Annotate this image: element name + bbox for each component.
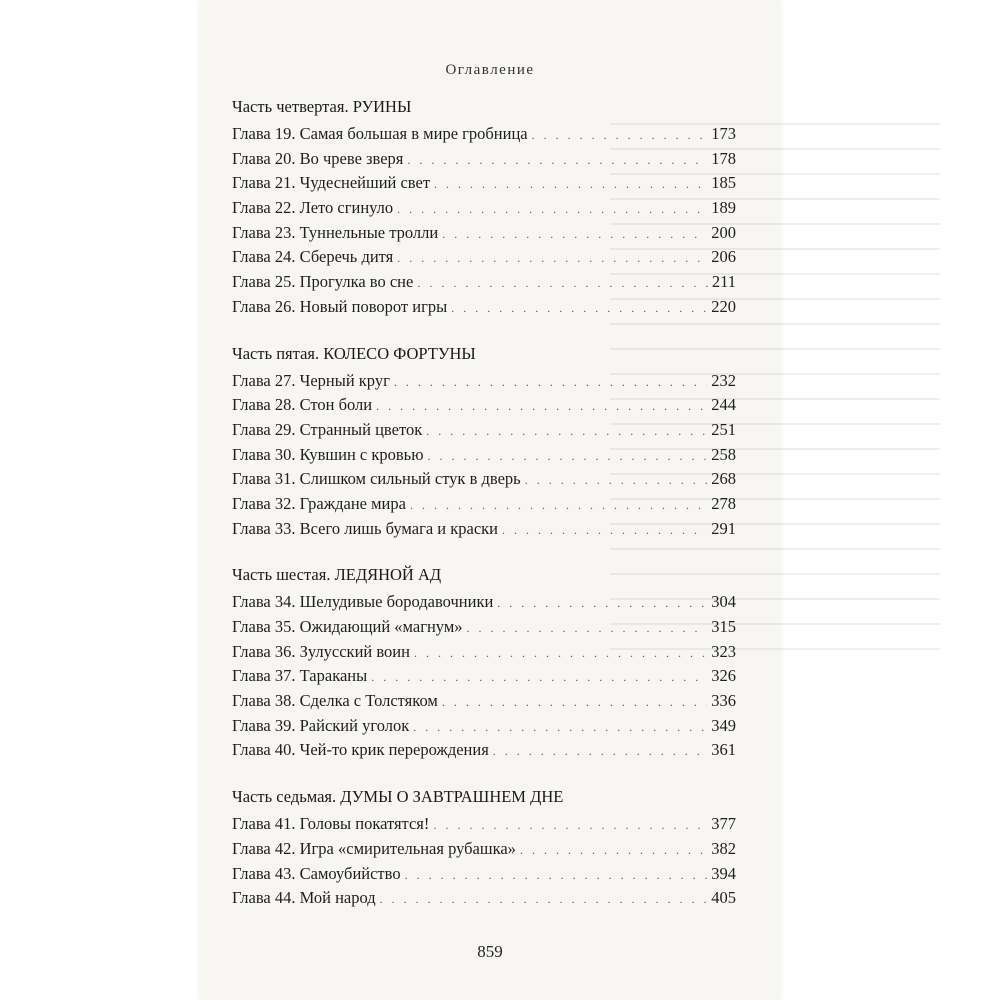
chapter-title: Глава 40. Чей-то крик перерождения: [232, 740, 489, 760]
chapter-page-number: 211: [711, 272, 736, 292]
chapter-page-number: 232: [711, 370, 736, 390]
dot-leader: [433, 813, 707, 838]
chapter-title: Глава 20. Во чреве зверя: [232, 148, 404, 168]
dot-leader: [520, 838, 707, 863]
chapter-page-number: 382: [711, 838, 736, 858]
chapter-page-number: 268: [711, 469, 736, 489]
chapter-page-number: 251: [711, 419, 736, 439]
dot-leader: [442, 690, 707, 715]
chapter-title: Глава 29. Странный цветок: [232, 419, 423, 439]
toc-entry: [232, 221, 736, 246]
toc-entry: [232, 615, 736, 640]
toc-entry: [232, 171, 736, 196]
toc-entry: [232, 196, 736, 221]
toc-entry: [232, 467, 736, 492]
dot-leader: [525, 468, 708, 493]
dot-leader: [397, 246, 707, 271]
dot-leader: [467, 616, 708, 641]
toc-entry: [232, 812, 736, 837]
dot-leader: [394, 370, 707, 395]
part-title: Часть четвертая. РУИНЫ: [232, 97, 412, 116]
toc-entry: [232, 418, 736, 443]
toc-part: [232, 562, 736, 763]
chapter-title: Глава 30. Кувшин с кровью: [232, 444, 424, 464]
dot-leader: [428, 444, 708, 469]
chapter-page-number: 244: [711, 395, 736, 415]
chapter-page-number: 185: [711, 173, 736, 193]
chapter-title: Глава 36. Зулусский воин: [232, 641, 410, 661]
chapter-title: Глава 26. Новый поворот игры: [232, 296, 448, 316]
part-title: Часть пятая. КОЛЕСО ФОРТУНЫ: [232, 343, 476, 363]
toc-entry: [232, 295, 736, 320]
dot-leader: [417, 271, 708, 296]
chapter-page-number: 326: [711, 666, 736, 686]
chapter-title: Глава 22. Лето сгинуло: [232, 198, 394, 218]
toc-part: [232, 341, 736, 542]
toc-entry: [232, 443, 736, 468]
chapter-page-number: 394: [711, 863, 736, 883]
toc-part: [232, 94, 736, 320]
chapter-title: Глава 21. Чудеснейший свет: [232, 173, 431, 193]
dot-leader: [407, 148, 707, 173]
chapter-page-number: 323: [711, 641, 736, 661]
toc-entry: [232, 738, 736, 763]
dot-leader: [426, 419, 707, 444]
chapter-title: Глава 32. Граждане мира: [232, 493, 406, 513]
chapter-title: Глава 24. Сберечь дитя: [232, 247, 394, 267]
chapter-page-number: 315: [711, 617, 736, 636]
chapter-title: Глава 28. Стон боли: [232, 395, 373, 415]
toc-entry: [232, 664, 736, 689]
chapter-title: Глава 23. Туннельные тролли: [232, 222, 439, 242]
toc-entry: [232, 886, 736, 911]
toc-entry: [232, 689, 736, 714]
chapter-title: Глава 34. Шелудивые бородавочники: [232, 592, 494, 612]
chapter-title: Глава 19. Самая большая в мире гробница: [232, 124, 528, 143]
toc-entry: [232, 714, 736, 739]
chapter-page-number: 178: [711, 148, 736, 168]
dot-leader: [410, 493, 707, 518]
chapter-title: Глава 37. Тараканы: [232, 666, 368, 686]
toc-entry: [232, 640, 736, 665]
table-of-contents: [232, 94, 736, 932]
chapter-title: Глава 44. Мой народ: [232, 888, 376, 908]
toc-entry: [232, 517, 736, 542]
toc-heading: Оглавление: [445, 62, 535, 78]
dot-leader: [414, 641, 707, 666]
toc-entry: [232, 492, 736, 517]
dot-leader: [397, 197, 707, 222]
dot-leader: [405, 863, 708, 888]
chapter-page-number: 200: [711, 222, 736, 242]
chapter-title: Глава 25. Прогулка во сне: [232, 272, 414, 292]
toc-entry: [232, 122, 736, 147]
dot-leader: [451, 296, 707, 321]
chapter-title: Глава 41. Головы покатятся!: [232, 814, 430, 834]
chapter-title: Глава 33. Всего лишь бумага и краски: [232, 518, 499, 538]
toc-entry: [232, 369, 736, 394]
chapter-page-number: 258: [711, 444, 736, 464]
chapter-page-number: 304: [711, 592, 736, 612]
chapter-page-number: 405: [711, 888, 736, 908]
toc-entry: [232, 393, 736, 418]
chapter-title: Глава 27. Черный круг: [232, 370, 390, 390]
dot-leader: [434, 172, 707, 197]
toc-entry: [232, 590, 736, 615]
dot-leader: [532, 123, 708, 148]
toc-entry: [232, 837, 736, 862]
chapter-page-number: 361: [711, 740, 736, 760]
part-title: Часть седьмая. ДУМЫ О ЗАВТРАШНЕМ ДНЕ: [232, 787, 564, 807]
dot-leader: [502, 518, 707, 543]
dot-leader: [380, 887, 708, 912]
part-title: Часть шестая. ЛЕДЯНОЙ АД: [232, 565, 442, 585]
chapter-page-number: 189: [711, 198, 736, 218]
chapter-page-number: 173: [711, 124, 736, 143]
chapter-title: Глава 43. Самоубийство: [232, 863, 401, 883]
dot-leader: [497, 591, 707, 616]
toc-entry: [232, 270, 736, 295]
page-number: 859: [477, 942, 503, 961]
chapter-page-number: 206: [711, 247, 736, 267]
chapter-title: Глава 42. Игра «смирительная рубашка»: [232, 838, 516, 858]
chapter-title: Глава 31. Слишком сильный стук в дверь: [232, 469, 521, 489]
dot-leader: [376, 394, 707, 419]
chapter-title: Глава 39. Райский уголок: [232, 715, 410, 735]
dot-leader: [493, 739, 707, 764]
dot-leader: [413, 715, 707, 740]
chapter-page-number: 278: [711, 493, 736, 513]
chapter-title: Глава 35. Ожидающий «магнум»: [232, 617, 463, 636]
toc-entry: [232, 147, 736, 172]
chapter-page-number: 336: [711, 691, 736, 711]
toc-entry: [232, 862, 736, 887]
toc-part: [232, 784, 736, 911]
chapter-page-number: 291: [711, 518, 736, 538]
dot-leader: [371, 665, 707, 690]
chapter-page-number: 220: [711, 296, 736, 316]
chapter-page-number: 349: [711, 715, 736, 735]
toc-entry: [232, 245, 736, 270]
chapter-title: Глава 38. Сделка с Толстяком: [232, 691, 438, 711]
dot-leader: [442, 222, 707, 247]
chapter-page-number: 377: [711, 814, 736, 834]
